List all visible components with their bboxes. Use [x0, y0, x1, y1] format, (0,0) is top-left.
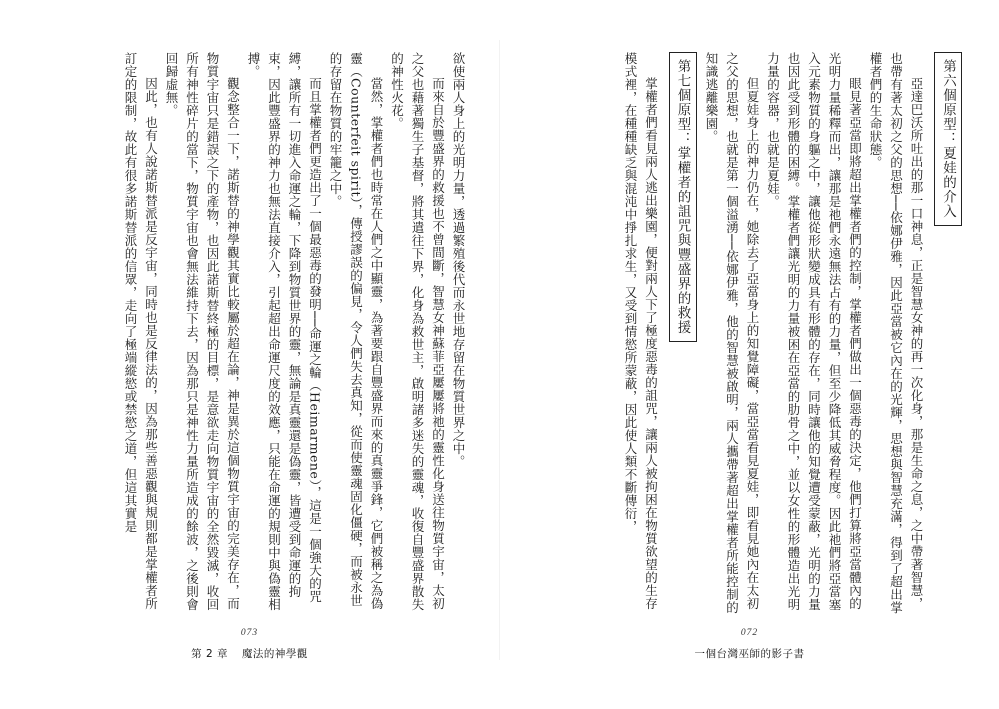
paragraph: 而且掌權者們更造出了一個最惡毒的發明──命運之輪（Heimarmene），這是一個強大的咒縛，讓所有一切進入命運之輪，下降到物質世界的靈，無論是真靈還是偽靈，皆遭受到命運的拘束，因此豐盛界的神力也無法直接介入，引起超出命運尺度的效應，只能在命運的規則中與偽靈相搏。: [246, 52, 323, 611]
page-number: 073: [240, 628, 259, 638]
paragraph: 而來自於豐盛界的救援也不曾間斷，智慧女神蘇菲亞屢屢將祂的靈性化身送往物質宇宙，太初之父也藉著獨生子基督，將其遣往下界，化身為救世主，啟明諸多迷失的靈魂，收復自豐盛界散失的神性火花。: [389, 52, 446, 611]
section-heading-6: 第六個原型：夏娃的介入: [934, 52, 962, 226]
running-head: [500, 646, 999, 661]
section-heading-wrap: [661, 52, 701, 617]
paragraph: 當然，掌權者們也時常在人們之中顯靈，為著要跟自豐盛界而來的真靈爭鋒，它們被稱之為偽靈（Counterfeit spirit），傳授謬誤的偏見，令人們失去真知，從而使靈魂固化僵硬，而被永世的存留在物質的牢籠之中。: [328, 52, 384, 610]
right-page-body: [586, 52, 966, 617]
paragraph: 但夏娃身上的神力仍在，她除去了亞當身上的知覺障礙，當亞當看見夏娃，即看見她內在太初之父的思想，也就是第一個溢湧──依娜伊雅，他的智慧被啟明，兩人攜帶著超出掌權者所能控制的知識逃離樂園。: [704, 52, 760, 615]
running-head: [0, 646, 499, 661]
page-number: 072: [740, 628, 759, 638]
section-heading-7: 第七個原型：掌權者的詛咒與豐盛界的救援: [669, 52, 697, 342]
paragraph: 觀念整合一下，諾斯替的神學觀其實比較屬於超在論，神是異於這個物質宇宙的完美存在，而物質宇宙只是錯誤之下的產物，也因此諾斯替終極的目標，是意欲走向物質宇宙的全然毀滅，收回所有神性碎片的當下，物質宇宙也會無法維持下去，因為那只是神性力量所造成的餘波，之後則會回歸虛無。: [164, 52, 241, 611]
book-title: 一個台灣巫師的影子書: [694, 648, 805, 660]
paragraph: 眼見著亞當即將超出掌權者們的控制，掌權者們做出一個惡毒的決定，他們打算將亞當體內的光明力量稀釋而出，讓那是祂們永遠無法占有的力量，但至少降低其威脅程度。因此祂們將亞當塞入元素物質的身軀之中，讓他從形狀變成具有形體的存在，同時讓他的知覺遭受蒙蔽，光明的力量也因此受到形體的困縛。掌權者們讓光明的力量被困在亞當的肋骨之中，並以女性的形體造出光明力量的容器，也就是夏娃。: [765, 52, 863, 611]
left-page-body: [108, 52, 468, 617]
paragraph: 掌權者們看見兩人逃出樂園，便對兩人下了極度惡毒的詛咒，讓兩人被拘困在物質欲望的生存模式裡，在種種缺乏與混沌中掙扎求生，又受到情慾所蒙蔽，因此使人類不斷傳衍，: [623, 52, 659, 610]
chapter-label: 第 2 章: [191, 648, 228, 660]
section-heading-wrap: [926, 52, 966, 617]
chapter-title: 魔法的神學觀: [241, 648, 308, 660]
paragraph: 亞達巴沃所吐出的那一口神息，正是智慧女神的再一次化身，那是生命之息，之中帶著智慧，也帶有著太初之父的思想──依娜伊雅，因此亞當被它內在的光輝，思想與智慧充滿，得到了超出掌權者們的生命狀態。: [868, 52, 924, 615]
paragraph: 欲使兩人身上的光明力量，透過繁殖後代而永世地存留在物質世界之中。: [451, 52, 466, 468]
paragraph: 因此，也有人說諾斯替派是反宇宙，同時也是反律法的，因為那些善惡觀與規則都是掌權者所訂定的限制，故此有很多諾斯替派的信眾，走向了極端縱慾或禁慾之道，但這其實是: [123, 52, 159, 610]
left-page: [0, 0, 499, 709]
right-page: [500, 0, 999, 709]
